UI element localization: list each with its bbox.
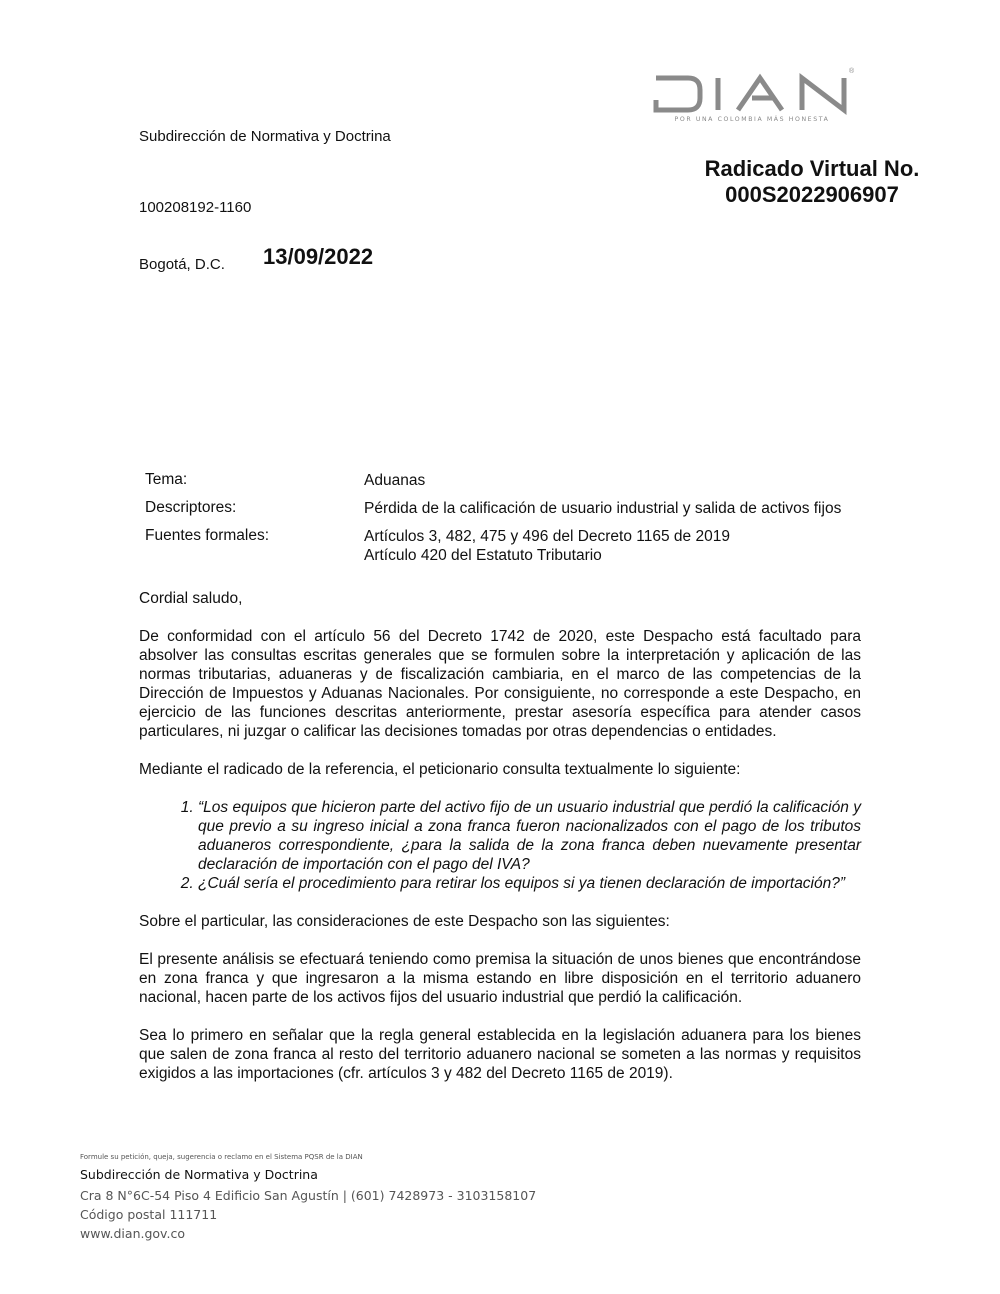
reference-number: 100208192-1160 [139,199,252,216]
subdireccion-label: Subdirección de Normativa y Doctrina [139,128,391,145]
meta-key: Fuentes formales: [145,527,270,544]
document-date: 13/09/2022 [263,244,374,269]
meta-value [364,499,865,518]
paragraph-3: Sobre el particular, las consideraciones de este Despacho son las siguientes: [139,913,670,930]
question-item: 2. ¿Cuál sería el procedimiento para retirar los equipos si ya tienen declaración de importación?” [198,874,861,893]
footer-notice: Formule su petición, queja, sugerencia o reclamo en el Sistema PQSR de la DIAN [80,1153,363,1161]
meta-row-tema [145,471,865,490]
radicado-block [680,156,944,208]
paragraph-1: De conformidad con el artículo 56 del Decreto 1742 de 2020, este Despacho está facultado para absolver las consultas escritas generales que se formulen sobre la interpretación y aplicación de las normas tributarias, aduaneras y de fiscalización cambiaria, en el marco de las competencias de la Dirección de Impuestos y Aduanas Nacionales. Por consiguiente, no corresponde a este Despacho, en ejercicio de las funciones descritas anteriormente, prestar asesoría específica para atender casos particulares, ni juzgar o calificar las decisiones tomadas por otras dependencias o entidades. [139,628,861,740]
meta-row-fuentes [145,527,865,565]
registered-mark: ® [849,68,855,75]
meta-value [364,527,865,565]
meta-key: Tema: [145,471,188,488]
meta-value-line: Artículo 420 del Estatuto Tributario [364,547,602,564]
meta-value [364,471,865,490]
meta-value-line: Artículos 3, 482, 475 y 496 del Decreto 1165 de 2019 [364,528,730,545]
radicado-label: Radicado Virtual No. [704,156,920,181]
radicado-number: 000S2022906907 [725,182,899,207]
meta-value-line: Aduanas [364,472,426,489]
paragraph-2: Mediante el radicado de la referencia, el peticionario consulta textualmente lo siguiente: [139,761,741,778]
dian-logo-mark [652,70,857,118]
greeting: Cordial saludo, [139,590,243,607]
footer-web[interactable]: www.dian.gov.co [80,1226,185,1241]
subject-table [145,471,865,574]
paragraph-5: Sea lo primero en señalar que la regla general establecida en la legislación aduanera para los bienes que salen de zona franca al resto del territorio aduanero nacional se someten a las normas y requisitos exigidos a las importaciones (cfr. artículos 3 y 482 del Decreto 1165 de 2019). [139,1027,861,1082]
footer-postal: Código postal 111711 [80,1207,218,1222]
footer-office: Subdirección de Normativa y Doctrina [80,1167,318,1182]
logo-tagline: POR UNA COLOMBIA MÁS HONESTA [674,116,830,123]
page-footer [80,1153,536,1243]
meta-value-line: Pérdida de la calificación de usuario industrial y salida de activos fijos [364,500,842,517]
paragraph-4: El presente análisis se efectuará teniendo como premisa la situación de unos bienes que encontrándose en zona franca y que ingresaron a la misma estando en libre disposición en el territorio aduanero nacional, hacen parte de los activos fijos del usuario industrial que perdió la calificación. [139,951,861,1006]
footer-address: Cra 8 N°6C-54 Piso 4 Edificio San Agustín | (601) 7428973 - 3103158107 [80,1188,537,1203]
letter-body [139,589,861,1102]
meta-key: Descriptores: [145,499,237,516]
question-item: 1. “Los equipos que hicieron parte del activo fijo de un usuario industrial que perdió la calificación y que previo a su ingreso inicial a zona franca fueron nacionalizados con el pago de los tributos aduaneros correspondiente, ¿para la salida de la zona franca deben nuevamente presentar declaración de importación con el pago del IVA? [198,798,861,874]
question-list [139,798,861,893]
meta-row-descriptores [145,499,865,518]
city-label: Bogotá, D.C. [139,256,225,273]
